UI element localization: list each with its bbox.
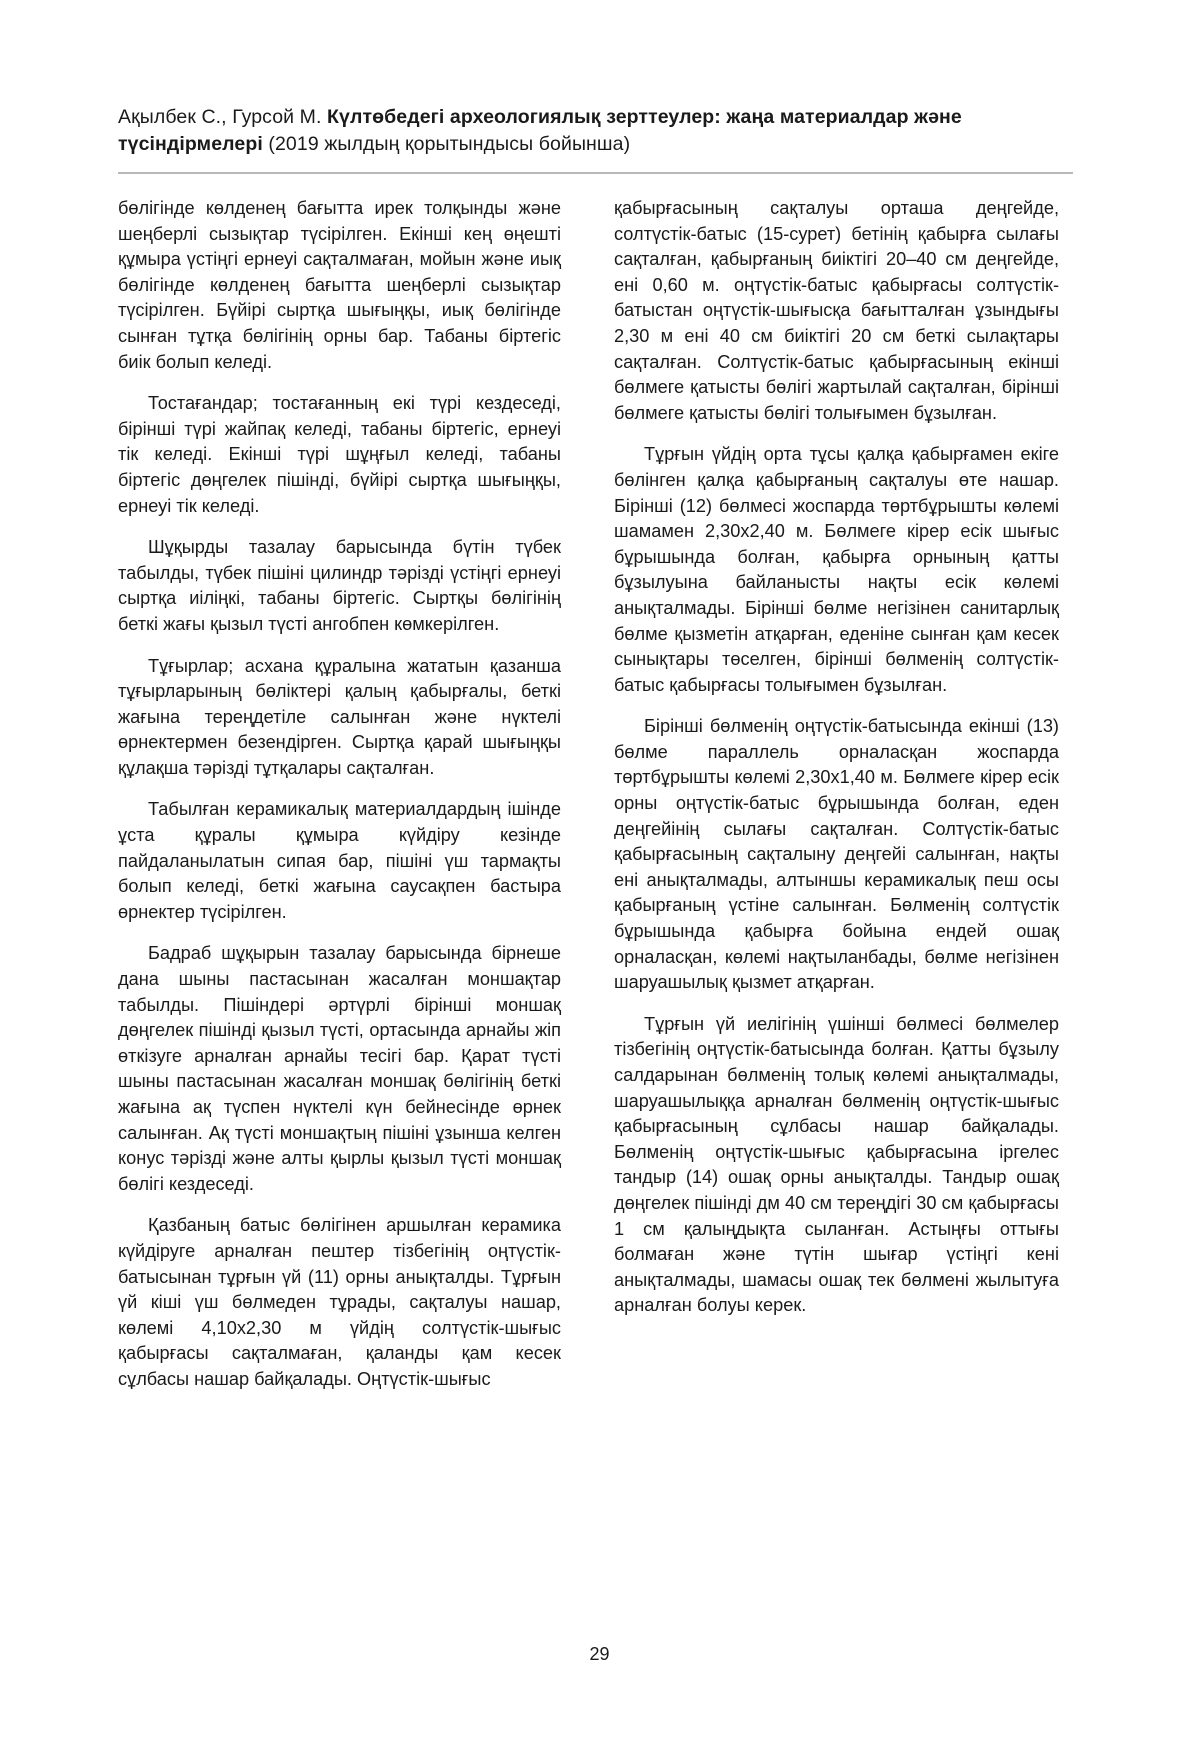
header-authors: Ақылбек С., Гурсой М. [118,106,328,128]
paragraph: Бірінші бөлменің оңтүстік-батысында екінші (13) бөлме параллель орналасқан жоспарда төртбұрышты көлемі 2,30х1,40 м. Бөлмеге кірер есік орны оңтүстік-батыс бұрышында болған, еден деңгейінің сылағы сақталған. Солтүстік-батыс қабырғасының сақталыну деңгейі салынған, нақты ені анықталмады, алтыншы керамикалық пеш осы қабырғаның үстіне салынған. Бөлменің солтүстік бұрышында қабырға бойына ендей ошақ орналасқан, көлемі нақтыланбады, бөлме негізінен шаруашылық қызмет атқарған. [614,716,1059,993]
paragraph: Шұқырды тазалау барысында бүтін түбек табылды, түбек пішіні цилиндр тәрізді үстіңгі ернеуі сыртқа иілiңкі, табаны біртегіс. Сыртқы бөлігінің беткі жағы қызыл түсті ангобпен көмкерілген. [118,537,561,634]
paragraph: Тұғырлар; асхана құралына жататын қазанша тұғырларының бөліктері қалың қабырғалы, беткі жағына тереңдетіле салынған және нүктелі өрнектермен безендірген. Сыртқа қарай шығыңқы құлақша тәрізді тұтқалары сақталған. [118,655,561,778]
paragraph: қабырғасының сақталуы орташа деңгейде, солтүстік-батыс (15-сурет) бетінің қабырға сылағы сақталған, қабырғаның биіктігі 20–40 см деңгейде, ені 0,60 м. оңтүстік-батыс қабырғасы солтүстік-батыстан оңтүстік-шығысқа бағытталған ұзындығы 2,30 м ені 40 см биіктігі 20 см беткі сылақтары сақталған. Солтүстік-батыс қабырғасының екінші бөлмеге қатысты бөлігі жартылай сақталған, бірінші бөлмеге қатысты бөлігі толығымен бұзылған. [614,198,1059,423]
paragraph: Тостағандар; тостағанның екі түрі кездеседі, бірінші түрі жайпақ келеді, табаны біртегіс, ернеуі тік келеді. Екінші түрі шұңғыл келеді, табаны біртегіс дөңгелек пішінді, бүйірі сыртқа шығыңқы, ернеуі тік келеді. [118,393,561,516]
paragraph: Бадраб шұқырын тазалау барысында бірнеше дана шыны пастасынан жасалған моншақтар табылды. Пішіндері әртүрлі бірінші моншақ дөңгелек пішінді қызыл түсті, ортасында арнайы жіп өткізуге арналған арнайы тесігі бар. Қарат түсті шыны пастасынан жасалған моншақ бөлігінің беткі жағына ақ түспен нүктелі күн бейнесінде өрнек салынған. Ақ түсті моншақтың пішіні ұзынша келген конус тәрізді және алты қырлы қызыл түсті моншақ бөлігі кездеседі. [118,943,561,1194]
header-title: Күлтөбедегі археологиялық зерттеулер: жаңа материалдар және түсіндірмелері [118,106,962,155]
header-rule [118,172,1073,174]
paragraph: Қазбаның батыс бөлігінен аршылған керамика күйдіруге арналған пештер тізбегінің оңтүстік-батысынан тұрғын үй (11) орны анықталды. Тұрғын үй кіші үш бөлмеден тұрады, сақталуы нашар, көлемі 4,10х2,30 м үйдің солтүстік-шығыс қабырғасы сақталмаған, қаланды қам кесек сұлбасы нашар байқалады. Оңтүстік-шығыс [118,1215,561,1389]
running-header [118,104,1073,158]
paragraph: Тұрғын үйдің орта тұсы қалқа қабырғамен екіге бөлінген қалқа қабырғаның сақталуы өте нашар. Бірінші (12) бөлмесі жоспарда төртбұрышты көлемі шамамен 2,30х2,40 м. Бөлмеге кірер есік шығыс бұрышында болған, қабырға орнының қатты бұзылуына байланысты нақты есік көлемі анықталмады. Бірінші бөлме негізінен санитарлық бөлме қызметін атқарған, еденіне сынған қам кесек сынықтары төселген, бірінші бөлменің солтүстік-батыс қабырғасы толығымен бұзылған. [614,444,1059,695]
page-number: 29 [589,1644,610,1664]
paragraph: Табылған керамикалық материалдардың ішінде ұста құралы құмыра күйдіру кезінде пайдаланылатын сипая бар, пішіні үш тармақты болып келеді, беткі жағына саусақпен бастыра өрнектер түсірілген. [118,799,561,922]
right-column [614,196,1059,1335]
header-subtitle: (2019 жылдың қорытындысы бойынша) [262,133,631,155]
left-column [118,196,561,1409]
paragraph: Тұрғын үй иелігінің үшінші бөлмесі бөлмелер тізбегінің оңтүстік-батысында болған. Қатты бұзылу салдарынан бөлменің толық көлемі анықталмады, шаруашылыққа арналған бөлменің оңтүстік-шығыс қабырғасының сұлбасы нашар байқалады. Бөлменің оңтүстік-шығыс қабырғасына іргелес тандыр (14) ошақ орны анықталды. Тандыр ошақ дөңгелек пішінді дм 40 см тереңдігі 30 см қабырғасы 1 см қалыңдықта сыланған. Астыңғы оттығы болмаған және түтін шығар үстіңгі кені анықталмады, шамасы ошақ тек бөлмені жылытуға арналған болуы керек. [614,1013,1059,1316]
paragraph: бөлігінде көлденең бағытта ирек толқынды және шеңберлі сызықтар түсірілген. Екінші кең өңешті құмыра үстіңгі ернеуі сақталмаған, мойын және иық бөлігінде көлденең бағытта шеңберлі сызықтар түсірілген. Бүйірі сыртқа шығыңқы, иық бөлігінде сынған тұтқа бөлігінің орны бар. Табаны біртегіс биік болып келеді. [118,198,561,372]
